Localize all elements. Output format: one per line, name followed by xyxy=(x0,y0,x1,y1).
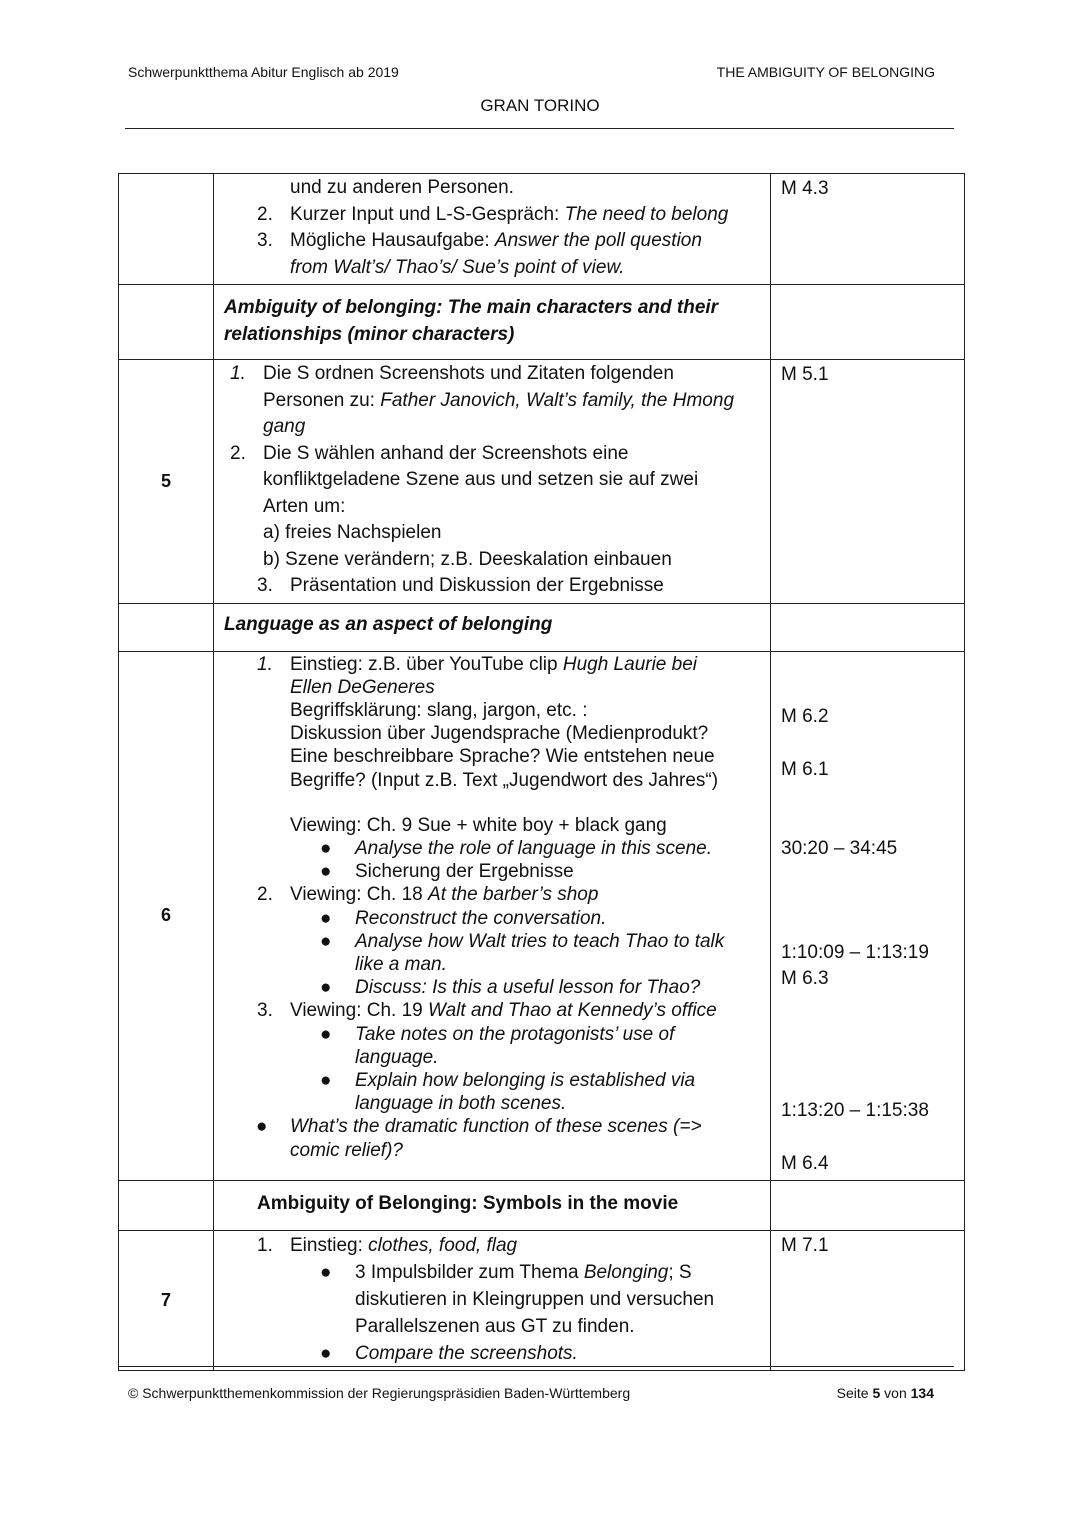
content-cell xyxy=(214,1230,771,1370)
number-cell xyxy=(119,174,214,285)
page-number: Seite 5 von 134 xyxy=(836,1385,934,1401)
bullet-item: ● Reconstruct the conversation. xyxy=(320,907,607,929)
bullet-item: ● What’s the dramatic function of these scenes (=> comic relief)? xyxy=(256,1116,702,1161)
content-cell xyxy=(214,174,771,285)
heading-cell xyxy=(214,1180,771,1230)
material-cell xyxy=(771,174,965,285)
footer-copyright: © Schwerpunktthemenkommission der Regierungspräsidien Baden-Württemberg xyxy=(128,1385,631,1401)
material-cell xyxy=(771,651,965,1180)
material-cell xyxy=(771,360,965,604)
material-cell xyxy=(771,1180,965,1230)
table-row xyxy=(119,1180,965,1230)
number-cell xyxy=(119,603,214,651)
material-ref: M 6.3 xyxy=(781,967,829,989)
list-item: 2. Viewing: Ch. 18 At the barber’s shop xyxy=(257,884,599,906)
table-row xyxy=(119,603,965,651)
section-heading: Ambiguity of belonging: The main characters and their relationships (minor characters) xyxy=(224,297,719,345)
table-row xyxy=(119,174,965,285)
header-left: Schwerpunktthema Abitur Englisch ab 2019 xyxy=(128,64,399,80)
bullet-item: ● Compare the screenshots. xyxy=(320,1342,578,1364)
list-item: 1. Einstieg: z.B. über YouTube clip Hugh Laurie bei Ellen DeGeneres Begriffsklärung: slang, jargon, etc. : Diskussion über Jugendsprache (Medienprodukt? Eine beschreibbare Sprache? Wie entstehen neue Begriffe? (Input z.B. Text „Jugendwort des Jahres“) xyxy=(257,653,719,791)
list-item: 3. Mögliche Hausaufgabe: Answer the poll question from Walt’s/ Thao’s/ Sue’s point of view. xyxy=(257,230,702,278)
session-number: 7 xyxy=(119,1230,214,1370)
material-ref: M 4.3 xyxy=(781,178,829,199)
bullet-item: ● Analyse the role of language in this scene. xyxy=(320,837,713,859)
list-item: und zu anderen Personen. xyxy=(290,177,514,198)
list-item: 3. Viewing: Ch. 19 Walt and Thao at Kennedy’s office xyxy=(257,1000,717,1022)
table-row xyxy=(119,285,965,360)
material-cell xyxy=(771,1230,965,1370)
list-item: 2. Die S wählen anhand der Screenshots eine konfliktgeladene Szene aus und setzen sie auf zwei Arten um: a) freies Nachspielen b) Szene verändern; z.B. Deeskalation einbauen xyxy=(230,442,699,570)
heading-cell xyxy=(214,285,771,360)
table-row xyxy=(119,1230,965,1370)
bullet-item: ● 3 Impulsbilder zum Thema Belonging; S diskutieren in Kleingruppen und versuchen Parallelszenen aus GT zu finden. xyxy=(320,1261,715,1337)
timecode: 1:10:09 – 1:13:19 xyxy=(781,941,929,963)
bullet-item: ● Explain how belonging is established via language in both scenes. xyxy=(320,1069,696,1115)
material-ref: M 5.1 xyxy=(781,364,829,385)
section-heading: Ambiguity of Belonging: Symbols in the movie xyxy=(257,1192,679,1214)
list-item: 1. Die S ordnen Screenshots und Zitaten folgenden Personen zu: Father Janovich, Walt’s family, the Hmong gang xyxy=(230,363,735,437)
number-cell xyxy=(119,1180,214,1230)
material-ref: M 7.1 xyxy=(781,1234,829,1256)
timecode: 1:13:20 – 1:15:38 xyxy=(781,1099,929,1121)
header-rule xyxy=(125,128,954,129)
material-cell xyxy=(771,285,965,360)
material-ref: M 6.2 xyxy=(781,705,829,727)
content-cell xyxy=(214,651,771,1180)
section-heading: Language as an aspect of belonging xyxy=(224,613,553,635)
list-item: 3. Präsentation und Diskussion der Ergebnisse xyxy=(257,575,664,596)
session-number: 5 xyxy=(119,360,214,604)
table-row xyxy=(119,651,965,1180)
session-number: 6 xyxy=(119,651,214,1180)
lesson-plan-table xyxy=(118,173,965,1371)
bullet-item: ● Take notes on the protagonists’ use of language. xyxy=(320,1023,675,1068)
bullet-item: ● Discuss: Is this a useful lesson for Thao? xyxy=(320,977,701,999)
document-title: GRAN TORINO xyxy=(480,96,600,115)
number-cell xyxy=(119,285,214,360)
bullet-item: ● Sicherung der Ergebnisse xyxy=(320,861,574,883)
table-row xyxy=(119,360,965,604)
header-right: THE AMBIGUITY OF BELONGING xyxy=(716,64,935,80)
heading-cell xyxy=(214,603,771,651)
timecode: 30:20 – 34:45 xyxy=(781,837,898,859)
list-item: Viewing: Ch. 9 Sue + white boy + black gang xyxy=(290,814,667,836)
list-item: 2. Kurzer Input und L-S-Gespräch: The need to belong xyxy=(257,203,729,225)
material-ref: M 6.1 xyxy=(781,758,829,780)
content-cell xyxy=(214,360,771,604)
bullet-item: ● Analyse how Walt tries to teach Thao to talk like a man. xyxy=(320,930,725,975)
list-item: 1. Einstieg: clothes, food, flag xyxy=(257,1234,518,1256)
material-cell xyxy=(771,603,965,651)
material-ref: M 6.4 xyxy=(781,1152,829,1174)
footer-rule xyxy=(118,1366,954,1367)
